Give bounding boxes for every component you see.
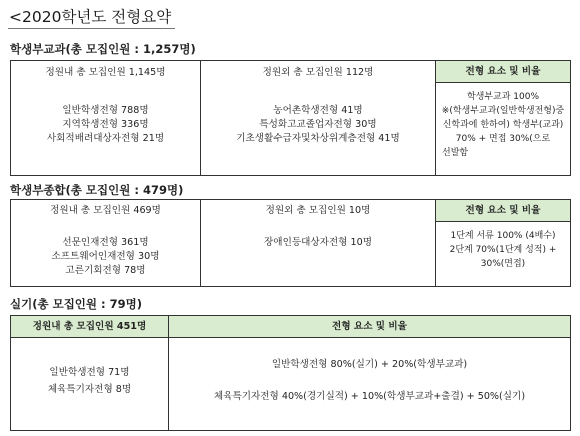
ratio-cell	[436, 222, 571, 287]
list-item: 고른기회전형 78명	[65, 265, 146, 276]
list-item: 사회적배려대상자전형 21명	[46, 133, 165, 144]
section-heading-subject: 학생부교과(총 모집인원 : 1,257명)	[10, 42, 196, 56]
list-item: 체육특기자전형 8명	[47, 384, 132, 395]
list-item: 지역학생전형 336명	[62, 119, 149, 130]
page-title: <2020학년도 전형요약	[8, 5, 175, 29]
ratio-line: 체육특기자전형 40%(경기실적) + 10%(학생부교과+출결) + 50%(실기)	[213, 391, 526, 402]
ratio-cell	[169, 338, 571, 431]
list-item: 소프트웨어인재전형 30명	[51, 251, 160, 262]
list-item: 특성화고교졸업자전형 30명	[259, 119, 377, 130]
ratio-line: ※(학생부교과(일반학생전형)중	[441, 106, 565, 116]
quota-out-head: 정원외 총 모집인원 112명	[262, 67, 374, 78]
quota-in-header: 정원내 총 모집인원 451명	[11, 316, 169, 338]
ratio-cell	[436, 83, 571, 176]
quota-in-cell	[11, 200, 201, 287]
list-item: 일반학생전형 71명	[49, 367, 130, 378]
quota-out-cell	[201, 61, 436, 176]
quota-out-head: 정원외 총 모집인원 10명	[265, 205, 371, 216]
quota-in-cell	[11, 338, 169, 431]
ratio-header: 전형 요소 및 비율	[436, 61, 571, 83]
quota-out-cell	[201, 200, 436, 287]
ratio-line: 2단계 70%(1단계 성적) +	[449, 245, 557, 255]
quota-in-head: 정원내 총 모집인원 469명	[50, 205, 161, 216]
ratio-line: 일반학생전형 80%(실기) + 20%(학생부교과)	[271, 359, 468, 370]
ratio-line: 1단계 서류 100% (4배수)	[450, 231, 556, 241]
list-item: 일반학생전형 788명	[62, 105, 149, 116]
ratio-line: 70% + 면접 30%(으로	[455, 134, 551, 144]
quota-in-cell	[11, 61, 201, 176]
table-practical	[10, 315, 571, 431]
ratio-header: 전형 요소 및 비율	[436, 200, 571, 222]
section-heading-practical: 실기(총 모집인원 : 79명)	[10, 297, 142, 311]
table-subject	[10, 60, 571, 176]
section-heading-comprehensive: 학생부종합(총 모집인원 : 479명)	[10, 183, 184, 197]
quota-in-head: 정원내 총 모집인원 1,145명	[45, 67, 166, 78]
ratio-line: 선발함	[442, 148, 469, 158]
ratio-line: 학생부교과 100%	[466, 92, 540, 102]
ratio-line: 30%(면접)	[480, 259, 526, 269]
list-item: 농어촌학생전형 41명	[273, 105, 363, 116]
list-item: 선문인재전형 361명	[62, 237, 149, 248]
list-item: 기초생활수급자및차상위계층전형 41명	[236, 133, 400, 144]
ratio-header: 전형 요소 및 비율	[169, 316, 571, 338]
ratio-line: 신학과에 한하여) 학생부(교과)	[442, 120, 564, 130]
table-comprehensive	[10, 199, 571, 287]
list-item: 장애인등대상자전형 10명	[264, 237, 372, 248]
